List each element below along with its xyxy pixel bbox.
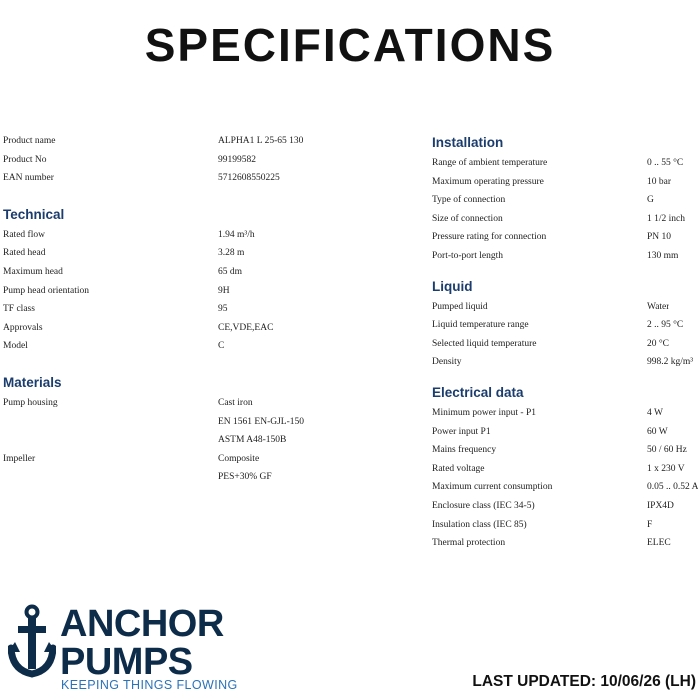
section-heading: Technical bbox=[3, 206, 65, 222]
spec-key: Range of ambient temperature bbox=[432, 158, 548, 168]
spec-value: 10 bar bbox=[647, 176, 672, 187]
spec-value: 60 W bbox=[647, 426, 668, 437]
spec-key: TF class bbox=[3, 304, 35, 315]
spec-row bbox=[3, 431, 333, 450]
spec-value: 20 °C bbox=[647, 338, 670, 349]
spec-value: 1.94 m³/h bbox=[218, 229, 255, 240]
spec-value: 50 / 60 Hz bbox=[647, 445, 687, 456]
materials-section bbox=[3, 372, 333, 487]
spec-value: F bbox=[647, 519, 653, 530]
spec-value: 99199582 bbox=[218, 154, 256, 165]
spec-value: ALPHA1 L 25-65 130 bbox=[218, 136, 304, 146]
installation-section bbox=[432, 132, 700, 266]
spec-row bbox=[432, 210, 700, 229]
spec-key: Maximum head bbox=[3, 266, 63, 277]
spec-value: IPX4D bbox=[647, 500, 674, 511]
spec-value: 1 1/2 inch bbox=[647, 213, 685, 224]
spec-value: 1 x 230 V bbox=[647, 463, 685, 474]
spec-row bbox=[3, 282, 333, 301]
spec-row bbox=[432, 228, 700, 247]
spec-row bbox=[3, 337, 333, 356]
spec-key: Enclosure class (IEC 34-5) bbox=[432, 500, 535, 511]
spec-value: ELEC bbox=[647, 538, 671, 549]
spec-value: 2 .. 95 °C bbox=[647, 320, 684, 331]
spec-key: Impeller bbox=[3, 453, 36, 464]
spec-value: Composite bbox=[218, 453, 260, 464]
spec-key bbox=[3, 413, 218, 432]
spec-key: Rated flow bbox=[3, 229, 45, 240]
spec-value: 9H bbox=[218, 285, 230, 296]
general-section bbox=[3, 132, 333, 188]
section-heading: Liquid bbox=[432, 278, 473, 294]
spec-key: Rated voltage bbox=[432, 463, 485, 474]
spec-row bbox=[432, 298, 700, 317]
spec-value: CE,VDE,EAC bbox=[218, 322, 274, 333]
page-title: SPECIFICATIONS bbox=[144, 19, 556, 71]
spec-key: Model bbox=[3, 341, 28, 352]
spec-row bbox=[3, 468, 333, 487]
spec-row bbox=[432, 441, 700, 460]
spec-key: Thermal protection bbox=[432, 538, 506, 549]
spec-value: 998.2 kg/m³ bbox=[647, 357, 694, 368]
spec-key: Size of connection bbox=[432, 213, 503, 224]
liquid-section bbox=[432, 276, 700, 372]
spec-row bbox=[3, 450, 333, 469]
spec-key: Insulation class (IEC 85) bbox=[432, 519, 527, 530]
spec-key: EAN number bbox=[3, 173, 54, 184]
spec-row bbox=[432, 497, 700, 516]
spec-value: PN 10 bbox=[647, 232, 672, 243]
spec-key: Pump housing bbox=[3, 397, 58, 408]
spec-key: Pumped liquid bbox=[432, 301, 488, 312]
spec-value: 65 dm bbox=[218, 266, 243, 277]
spec-value: 5712608550225 bbox=[218, 173, 280, 184]
left-column bbox=[3, 132, 333, 487]
spec-key: Maximum operating pressure bbox=[432, 176, 544, 187]
spec-row bbox=[3, 244, 333, 263]
spec-value: G bbox=[647, 195, 654, 206]
spec-key: Pump head orientation bbox=[3, 285, 90, 296]
last-updated: LAST UPDATED: 10/06/26 (LH) bbox=[472, 673, 696, 690]
spec-row bbox=[432, 404, 700, 423]
spec-row bbox=[432, 423, 700, 442]
section-heading: Electrical data bbox=[432, 384, 524, 400]
spec-row bbox=[432, 534, 700, 553]
spec-key bbox=[3, 468, 218, 487]
spec-value: 3.28 m bbox=[218, 248, 245, 259]
right-column bbox=[432, 132, 700, 553]
spec-key: Product name bbox=[3, 136, 56, 146]
spec-value: Cast iron bbox=[218, 397, 253, 408]
spec-row bbox=[432, 478, 700, 497]
spec-key: Minimum power input - P1 bbox=[432, 407, 536, 418]
spec-value: 130 mm bbox=[647, 250, 679, 261]
spec-value: PES+30% GF bbox=[218, 472, 272, 483]
spec-row bbox=[3, 319, 333, 338]
electrical-section bbox=[432, 382, 700, 553]
spec-key: Mains frequency bbox=[432, 445, 497, 456]
spec-key: Port-to-port length bbox=[432, 250, 503, 261]
spec-row bbox=[3, 132, 333, 151]
spec-key: Rated head bbox=[3, 248, 46, 259]
spec-row bbox=[432, 516, 700, 535]
spec-row bbox=[432, 247, 700, 266]
spec-key: Selected liquid temperature bbox=[432, 338, 537, 349]
spec-row bbox=[3, 151, 333, 170]
spec-key: Power input P1 bbox=[432, 426, 491, 437]
spec-row bbox=[432, 353, 700, 372]
spec-row bbox=[432, 316, 700, 335]
spec-row bbox=[432, 335, 700, 354]
spec-row bbox=[3, 169, 333, 188]
spec-value: 4 W bbox=[647, 407, 663, 418]
spec-row bbox=[432, 154, 700, 173]
spec-value: 95 bbox=[218, 304, 228, 315]
spec-key: Density bbox=[432, 357, 462, 368]
spec-row bbox=[432, 460, 700, 479]
spec-row bbox=[3, 300, 333, 319]
spec-row bbox=[3, 226, 333, 245]
spec-key: Liquid temperature range bbox=[432, 320, 529, 331]
spec-value: Water bbox=[647, 301, 670, 312]
anchor-icon bbox=[8, 604, 56, 684]
spec-key: Pressure rating for connection bbox=[432, 232, 547, 243]
spec-value: 0.05 .. 0.52 A bbox=[647, 482, 699, 493]
spec-row bbox=[3, 394, 333, 413]
logo-word-anchor: ANCHOR bbox=[60, 603, 224, 645]
spec-key: Maximum current consumption bbox=[432, 482, 553, 493]
spec-row bbox=[3, 263, 333, 282]
spec-value: ASTM A48-150B bbox=[218, 435, 287, 446]
technical-section bbox=[3, 204, 333, 356]
section-heading: Materials bbox=[3, 374, 62, 390]
spec-key: Approvals bbox=[3, 322, 43, 333]
anchor-pumps-logo bbox=[8, 602, 248, 694]
spec-row bbox=[3, 413, 333, 432]
spec-value: 0 .. 55 °C bbox=[647, 158, 684, 168]
spec-key: Type of connection bbox=[432, 195, 506, 206]
section-heading: Installation bbox=[432, 135, 504, 150]
logo-tagline: KEEPING THINGS FLOWING bbox=[61, 678, 238, 692]
spec-key: Product No bbox=[3, 154, 47, 165]
spec-row bbox=[432, 173, 700, 192]
spec-row bbox=[432, 191, 700, 210]
spec-key bbox=[3, 431, 218, 450]
spec-value: C bbox=[218, 341, 225, 352]
logo-word-pumps: PUMPS bbox=[60, 641, 193, 683]
spec-value: EN 1561 EN-GJL-150 bbox=[218, 416, 305, 427]
